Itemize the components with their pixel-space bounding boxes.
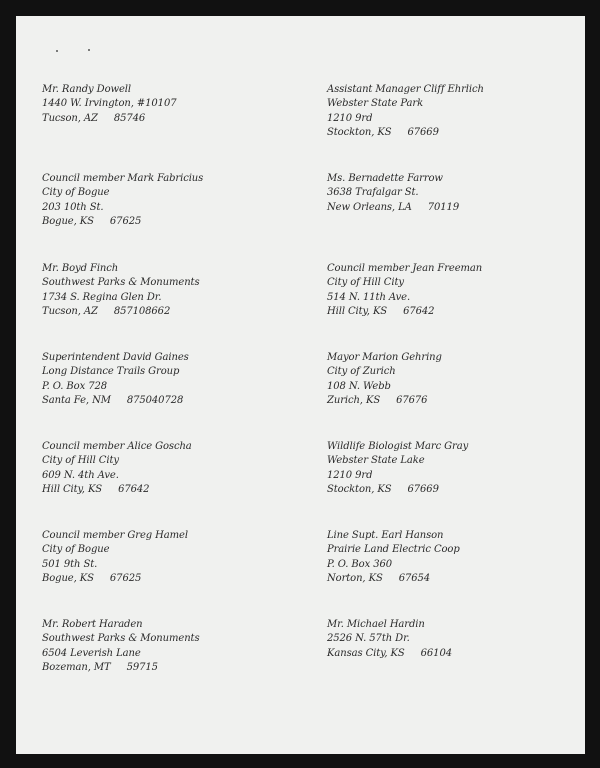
paper-sheet [16, 16, 585, 754]
organization: Southwest Parks & Monuments [42, 277, 200, 289]
city-state: Stockton, KS [327, 126, 392, 138]
zip-code: 66104 [420, 647, 452, 659]
contact-name: Assistant Manager Cliff Ehrlich [327, 84, 484, 95]
city-state-zip [42, 215, 292, 229]
city-state-zip [327, 201, 577, 215]
address-entry [42, 262, 292, 319]
contact-name: Council member Jean Freeman [327, 263, 483, 274]
zip-code: 67654 [398, 572, 431, 584]
city-state-zip [327, 647, 577, 661]
city-state-zip [327, 394, 577, 408]
street-address: 1734 S. Regina Glen Dr. [42, 291, 162, 303]
city-state: Bogue, KS [42, 572, 94, 584]
city-state: Bozeman, MT [42, 661, 111, 673]
street-address: 609 N. 4th Ave. [42, 469, 119, 481]
city-state: Bogue, KS [42, 215, 94, 227]
zip-code: 67676 [396, 394, 428, 406]
street-address: 1210 9rd [327, 469, 373, 481]
street-address: 1440 W. Irvington, #10107 [42, 98, 177, 110]
city-state-zip [42, 305, 292, 319]
address-entry [327, 83, 577, 140]
organization: Webster State Park [327, 98, 424, 110]
contact-name: Council member Alice Goscha [42, 441, 192, 452]
organization: Southwest Parks & Monuments [42, 633, 200, 645]
contact-name: Mr. Randy Dowell [42, 84, 131, 95]
city-state: Stockton, KS [327, 483, 392, 495]
contact-name: Council member Greg Hamel [42, 530, 188, 541]
contact-name: Superintendent David Gaines [42, 352, 189, 363]
zip-code: 875040728 [126, 394, 184, 406]
organization: City of Hill City [327, 277, 404, 289]
city-state-zip [327, 305, 577, 319]
contact-name: Mr. Michael Hardin [327, 619, 425, 630]
zip-code: 67642 [403, 305, 435, 317]
zip-code: 67642 [118, 483, 150, 495]
organization: Prairie Land Electric Coop [327, 544, 460, 556]
city-state: Norton, KS [327, 572, 383, 584]
city-state: Tucson, AZ [42, 112, 98, 124]
address-entry [327, 351, 577, 408]
city-state-zip [42, 112, 292, 126]
contact-name: Mr. Boyd Finch [42, 263, 119, 274]
city-state-zip [42, 661, 292, 675]
city-state: Tucson, AZ [42, 305, 98, 317]
city-state: Zurich, KS [327, 394, 381, 406]
city-state-zip [42, 394, 292, 408]
zip-code: 67625 [109, 572, 142, 584]
street-address: 203 10th St. [42, 201, 104, 213]
contact-name: Council member Mark Fabricius [42, 173, 204, 184]
contact-name: Ms. Bernadette Farrow [327, 173, 443, 184]
organization: City of Bogue [42, 544, 110, 556]
zip-code: 70119 [427, 201, 460, 213]
street-address: 1210 9rd [327, 112, 373, 124]
city-state: Hill City, KS [327, 305, 388, 317]
contact-name: Mayor Marion Gehring [327, 352, 442, 363]
address-entry [42, 529, 292, 586]
zip-code: 67669 [407, 126, 439, 138]
address-entry [42, 83, 292, 126]
organization: City of Hill City [42, 455, 119, 467]
organization: Long Distance Trails Group [42, 366, 180, 378]
address-entry [327, 618, 577, 661]
city-state-zip [42, 572, 292, 586]
address-entry [327, 440, 577, 497]
zip-code: 59715 [126, 661, 158, 673]
contact-name: Line Supt. Earl Hanson [327, 530, 444, 541]
street-address: 514 N. 11th Ave. [327, 291, 411, 303]
contact-name: Wildlife Biologist Marc Gray [327, 441, 469, 452]
city-state: Santa Fe, NM [42, 394, 111, 406]
address-entry [42, 351, 292, 408]
speck-mark [88, 49, 90, 51]
address-entry [327, 172, 577, 215]
speck-mark [56, 50, 58, 52]
city-state-zip [327, 572, 577, 586]
organization: City of Bogue [42, 187, 110, 199]
address-entry [42, 618, 292, 675]
city-state: Kansas City, KS [327, 647, 405, 659]
city-state: Hill City, KS [42, 483, 103, 495]
zip-code: 67669 [407, 483, 439, 495]
street-address: P. O. Box 360 [327, 558, 393, 570]
city-state-zip [42, 483, 292, 497]
street-address: 2526 N. 57th Dr. [327, 633, 410, 645]
address-entry [327, 262, 577, 319]
street-address: 3638 Trafalgar St. [327, 187, 419, 199]
address-entry [42, 172, 292, 229]
address-entry [42, 440, 292, 497]
street-address: 108 N. Webb [327, 380, 391, 392]
zip-code: 85746 [113, 112, 146, 124]
address-entry [327, 529, 577, 586]
city-state-zip [327, 126, 577, 140]
contact-name: Mr. Robert Haraden [42, 619, 143, 630]
street-address: 6504 Leverish Lane [42, 647, 141, 659]
city-state-zip [327, 483, 577, 497]
organization: Webster State Lake [327, 455, 425, 467]
zip-code: 857108662 [113, 305, 171, 317]
street-address: 501 9th St. [42, 558, 98, 570]
organization: City of Zurich [327, 366, 396, 378]
zip-code: 67625 [109, 215, 142, 227]
street-address: P. O. Box 728 [42, 380, 108, 392]
city-state: New Orleans, LA [327, 201, 412, 213]
